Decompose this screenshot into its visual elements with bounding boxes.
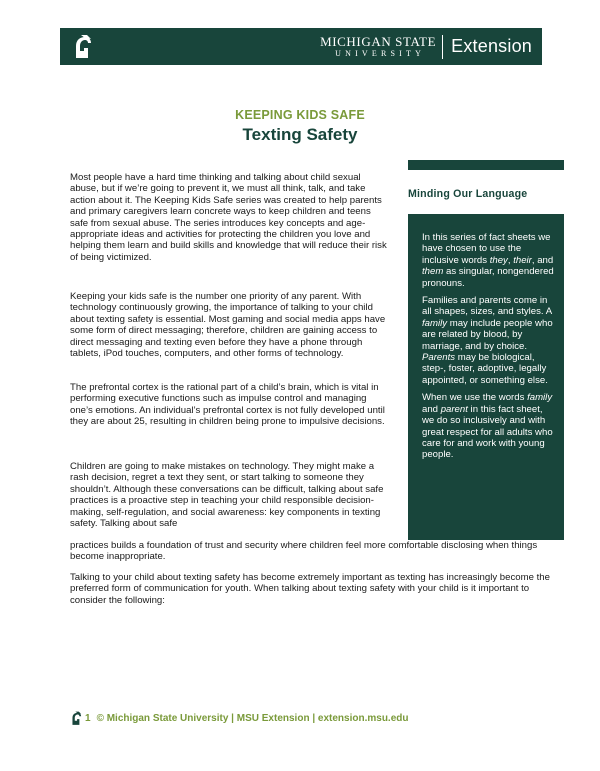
page-number: 1 [85,713,91,724]
page-title: Texting Safety [242,125,358,144]
paragraph-text: The prefrontal cortex is the rational part of a child’s brain, which is vital in performing executive functions such as impulse control and managing one’s emotions. An individual’s prefrontal cortex is not fully developed until they are about 25, resulting in children being prone to impulsive decisions. [70,382,385,428]
paragraph-text: Talking to your child about texting safety has become extremely important as texting has increasingly become the preferred form of communication for youth. When talking about texting safety with your child is it important to consider the following: [70,572,550,606]
sidebar-text: , [507,254,514,266]
sidebar-text: Families and parents come in all shapes, sizes, and styles. A [422,295,552,318]
sidebar-text: , and [531,254,554,266]
footer-text: © Michigan State University | MSU Extension | extension.msu.edu [96,713,409,724]
sidebar-box [408,214,564,540]
sidebar-text: may include people who are related by blood, by marriage, and by choice. [422,317,553,352]
sidebar-heading: Minding Our Language [408,188,528,200]
sidebar-emphasis: family [422,317,448,329]
sidebar-accent-bar [408,160,564,170]
sidebar-text: In this series of fact sheets we have chosen to use the inclusive words [422,232,551,266]
sidebar-paragraph-2 [422,295,555,386]
sidebar-text: may be biological, step-, foster, adoptive, legally appointed, or something else. [422,352,548,386]
sidebar-text: When we use the words [422,392,528,404]
series-kicker: KEEPING KIDS SAFE [235,108,365,122]
body-paragraph-5 [70,572,560,606]
spartan-helmet-icon [70,711,83,726]
paragraph-text: practices builds a foundation of trust and security where children feel more comfortable disclosing when things become inappropriate. [70,540,538,563]
sidebar-emphasis: their [513,254,532,266]
university-name-bottom: UNIVERSITY [335,49,426,58]
paragraph-text: Keeping your kids safe is the number one priority of any parent. With technology continuously growing, the importance of talking to your child about texting safety is essential. Most gaming and social media apps have some form of direct messaging; therefore, children are gaining access to direct messaging and texting even before they have a phone through tablets, iPod touches, computers, and other forms of technology. [70,291,386,360]
sidebar-emphasis: them [422,266,444,278]
logo-divider [442,35,443,59]
sidebar-emphasis: they [489,254,508,266]
page-footer [70,711,408,726]
sidebar-paragraph-1 [422,232,555,289]
paragraph-text: Children are going to make mistakes on technology. They might make a rash decision, regret a text they sent, or start talking to someone they shouldn’t. Although these conversations can be difficult, talking about safe practices is a proactive step in teaching your child responsible decision-making, self-regulation, and social awareness: key components in texting safety. Talking about safe [70,461,384,530]
sidebar-text: and [422,403,441,415]
university-name-top: MICHIGAN STATE [320,34,437,49]
paragraph-text: Most people have a hard time thinking and talking about child sexual abuse, but if we’re going to prevent it, we must all think, talk, and take action about it. The Keeping Kids Safe series was created to help parents and primary caregivers learn concrete ways to keep children and teens safe from sexual abuse. The series introduces key concepts and age-appropriate ideas and activities for protecting the children you love and helping them learn and build skills and knowledge that will reduce their risk of being victimized. [70,172,387,263]
body-paragraph-4 [70,461,388,529]
header-banner [60,28,542,65]
body-paragraph-4-continued [70,540,560,563]
extension-wordmark: Extension [451,36,532,56]
spartan-helmet-icon [72,34,94,60]
body-paragraph-2 [70,291,388,359]
body-paragraph-1 [70,172,388,263]
sidebar-paragraph-3 [422,392,555,460]
sidebar-emphasis: parent [440,403,468,415]
university-name [320,35,436,58]
sidebar-text: as singular, nongendered pronouns. [422,266,554,289]
sidebar-emphasis: family [527,392,553,404]
body-paragraph-3 [70,382,388,428]
sidebar-text: in this fact sheet, we do so inclusively and with great respect for all adults who care for and work with young people. [422,403,553,461]
sidebar-emphasis: Parents [422,352,456,364]
msu-extension-logo [320,35,532,59]
